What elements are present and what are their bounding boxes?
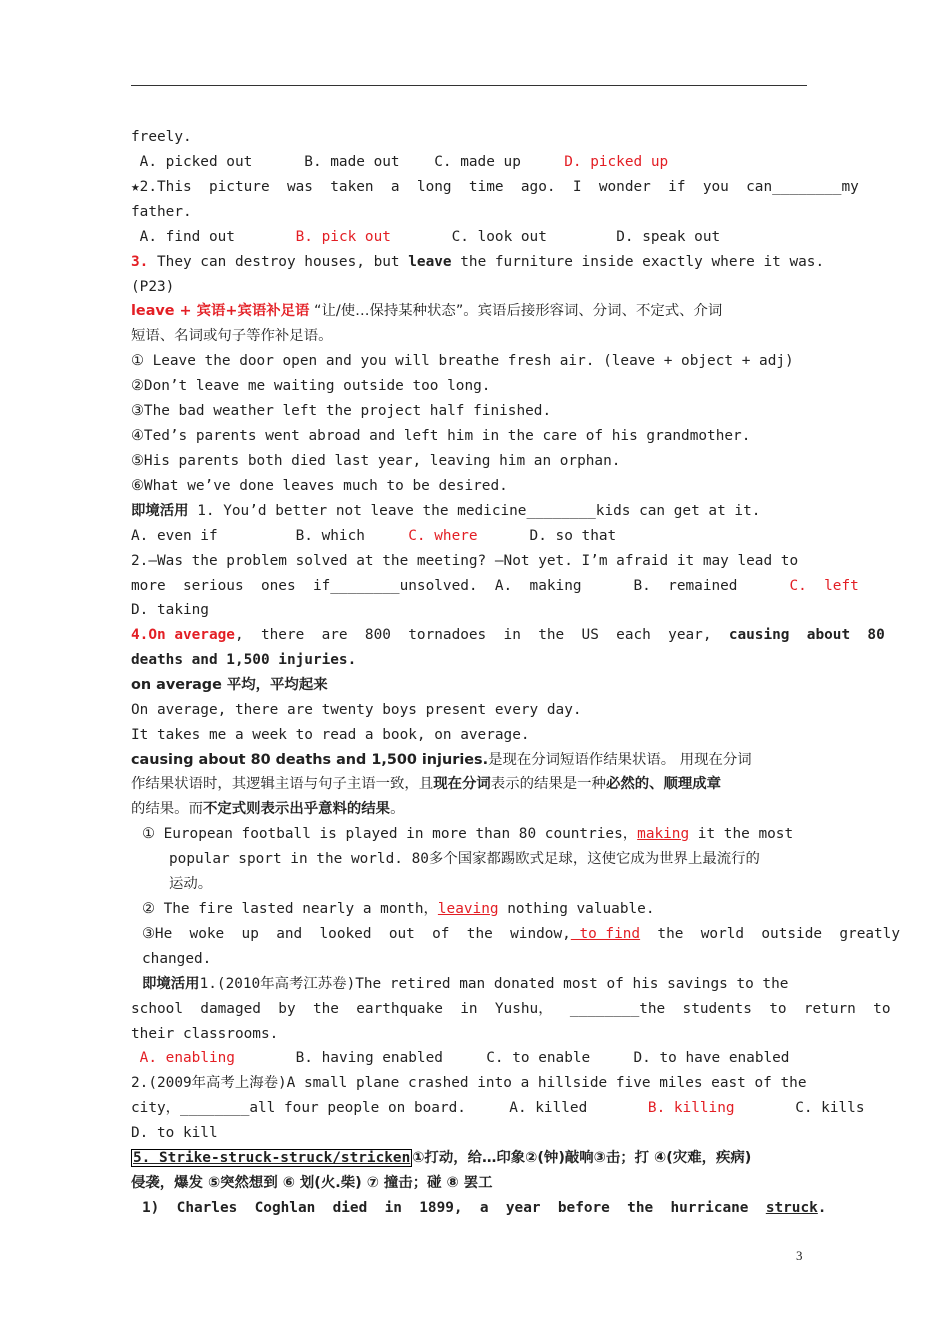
answer-option: C. where [408, 528, 478, 544]
example-line: popular sport in the world. 80多个国家都踢欧式足球，这使它成为世界上最流行的 [169, 851, 760, 867]
example-line: 1) Charles Coghlan died in 1899, a year before the hurricane struck. [142, 1200, 827, 1216]
example-line: ⑥What we’ve done leaves much to be desired. [131, 478, 508, 494]
exercise-line: 即境活用1.(2010年高考江苏卷)The retired man donated most of his savings to the [142, 976, 789, 992]
example-line: On average, there are twenty boys present every day. [131, 702, 582, 718]
example-line: 运动。 [169, 876, 213, 892]
answer-option: D. picked up [564, 154, 669, 170]
explanation-line: causing about 80 deaths and 1,500 injuries.是现在分词短语作结果状语。 用现在分词 [131, 752, 752, 768]
text-line: (P23) [131, 279, 175, 295]
answer-option: B. pick out [295, 229, 391, 245]
exercise-line: 即境活用 1. You’d better not leave the medicine________kids can get at it. [131, 503, 761, 519]
question-line: 2.—Was the problem solved at the meeting? —Not yet. I’m afraid it may lead to [131, 553, 799, 569]
question-line: school damaged by the earthquake in Yushu， ________the students to return to [131, 1001, 891, 1017]
question-line: 2.(2009年高考上海卷)A small plane crashed into a hillside five miles east of the [131, 1075, 807, 1091]
definition-line: 侵袭，爆发 ⑤突然想到 ⑥ 划(火.柴) ⑦ 撞击；碰 ⑧ 罢工 [131, 1175, 493, 1191]
example-line: ②Don’t leave me waiting outside too long. [131, 378, 491, 394]
choice-line: A. enabling B. having enabled C. to enable D. to have enabled [139, 1050, 790, 1066]
answer-option: B. killing [647, 1100, 735, 1116]
section-heading-3: 3. They can destroy houses, but leave the furniture inside exactly where it was. [131, 254, 825, 270]
example-line: ④Ted’s parents went abroad and left him in the care of his grandmother. [131, 428, 751, 444]
text-line: 短语、名词或句子等作补足语。 [131, 328, 333, 344]
choice-line: A. find out B. pick out C. look out D. speak out [131, 229, 721, 245]
text-line: freely. [131, 129, 192, 145]
choice-line: city，________all four people on board. A. killed B. killing C. kills [131, 1100, 865, 1116]
text-line: changed. [142, 951, 212, 967]
page-number: 3 [796, 1248, 803, 1263]
header-rule [131, 85, 807, 86]
explanation-line: 的结果。而不定式则表示出乎意料的结果。 [131, 801, 405, 817]
choice-line: A. even if B. which C. where D. so that [131, 528, 617, 544]
example-line: ⑤His parents both died last year, leaving him an orphan. [131, 453, 621, 469]
phrase-heading: on average 平均，平均起来 [131, 677, 328, 693]
text-line: father. [131, 204, 192, 220]
example-line: ② The fire lasted nearly a month，leaving nothing valuable. [142, 901, 655, 917]
example-line: ③The bad weather left the project half finished. [131, 403, 552, 419]
example-line: ① European football is played in more than 80 countries，making it the most [142, 826, 794, 842]
explanation-line: 作结果状语时，其逻辑主语与句子主语一致，且现在分词表示的结果是一种必然的、顺理成章 [131, 776, 722, 792]
choice-line: more serious ones if________unsolved. A. making B. remained C. left [131, 578, 859, 594]
grammar-rule: leave + 宾语+宾语补足语 “让/使…保持某种状态”。宾语后接形容词、分词、不定式、介词 [131, 303, 723, 319]
text-line: D. to kill [131, 1125, 218, 1141]
choice-line: A. picked out B. made out C. made up D. picked up [131, 154, 669, 170]
text-line: their classrooms. [131, 1026, 279, 1042]
example-line: It takes me a week to read a book, on average. [131, 727, 530, 743]
text-line: D. taking [131, 602, 209, 618]
section-heading-4: 4.On average, there are 800 tornadoes in the US each year, causing about 80 [131, 627, 885, 643]
example-line: ③He woke up and looked out of the window, to find the world outside greatly [142, 926, 901, 942]
text-line: deaths and 1,500 injuries. [131, 652, 357, 668]
example-line: ① Leave the door open and you will breathe fresh air. (leave + object + adj) [131, 353, 794, 369]
answer-option: C. left [789, 578, 859, 594]
question-line: ★2.This picture was taken a long time ago. I wonder if you can________my [131, 179, 859, 195]
section-heading-5: 5. Strike-struck-struck/stricken ①打动，给…印象②(钟)敲响③击；打 ④(灾难，疾病) [133, 1150, 752, 1166]
answer-option: A. enabling [139, 1050, 235, 1066]
